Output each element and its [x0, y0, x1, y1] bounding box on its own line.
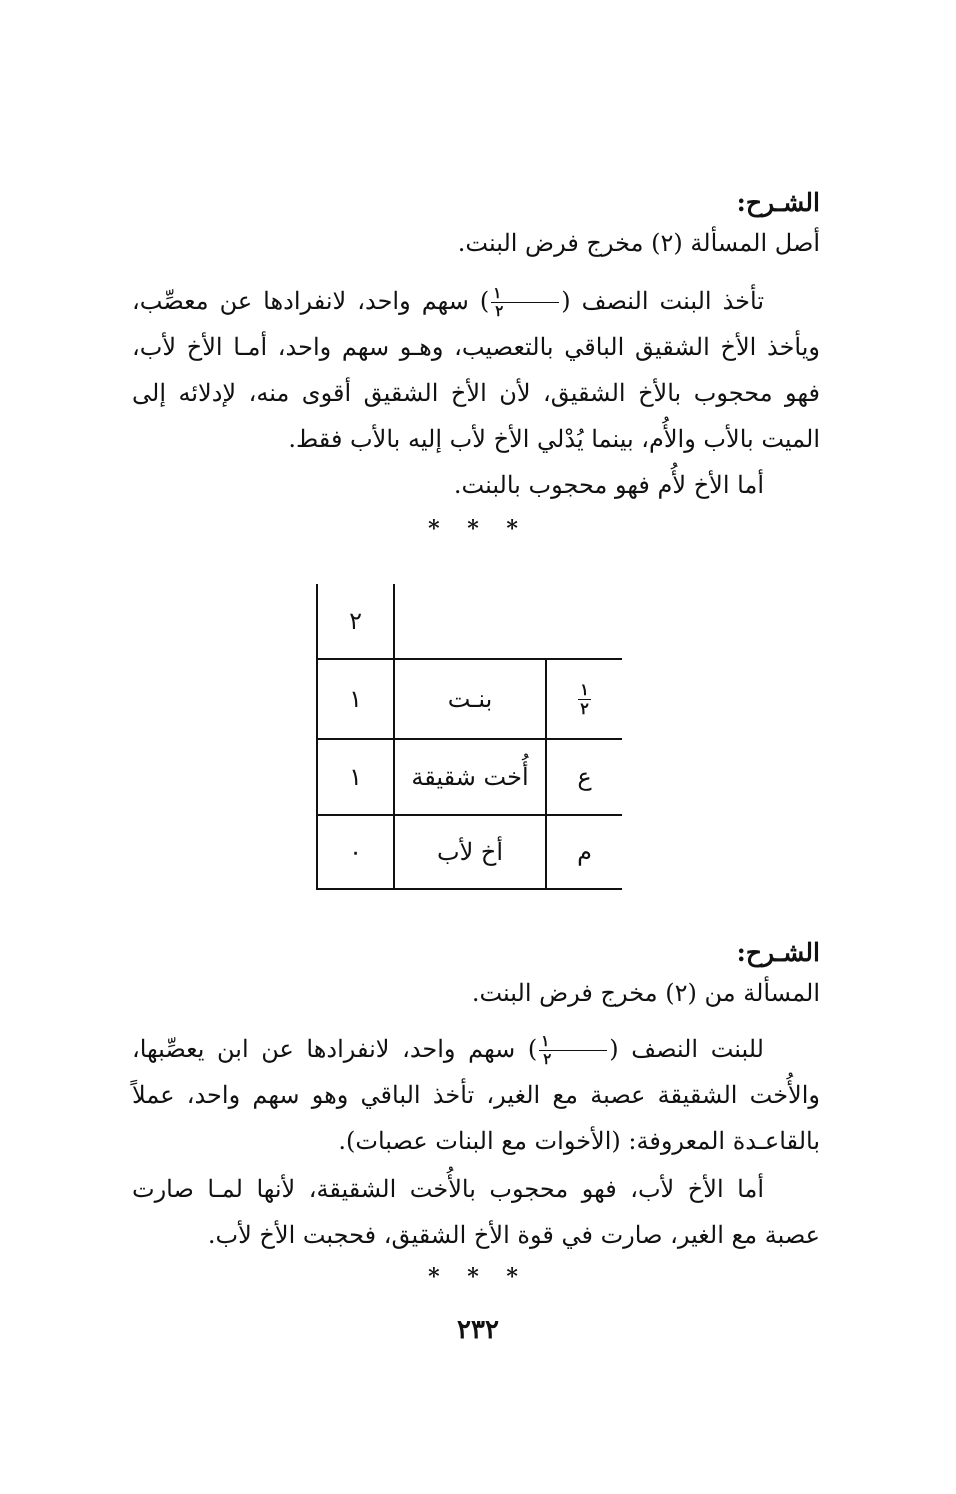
table-row3-heir: أخ لأب: [436, 838, 504, 866]
fraction-denominator: ٢: [495, 302, 504, 320]
table-fraction-denominator: ٢: [580, 698, 589, 718]
section1-para1-rest: ) سهم واحد، لانفرادها عن معصِّب، ويأخذ الأخ الشقيق الباقي بالتعصيب، وهـو سهم واحد، أمـا الأخ لأب، فهو محجوب بالأخ الشقيق، لأن الأخ الشقيق أقوى منه، لإدلائه إلى الميت بالأب والأُم، بينما يُدْلي الأخ لأب إليه بالأب فقط.: [132, 287, 820, 453]
table-fraction-half: [578, 679, 591, 718]
table-row2-share: ع: [577, 763, 592, 791]
table-row1-value: ١: [349, 685, 362, 713]
table-border-bottom: [316, 888, 622, 890]
section2-para1-rest: ) سهم واحد، لانفرادها عن ابن يعصِّبها، والأُخت الشقيقة عصبة مع الغير، تأخذ الباقي وهو سهم واحد، عملاً بالقاعـدة المعروفة: (الأخوات مع البنات عصبات).: [132, 1035, 820, 1155]
section2-line1: المسألة من (٢) مخرج فرض البنت.: [471, 979, 820, 1007]
section1-para1-start: تأخذ البنت النصف (: [561, 287, 765, 315]
section2-paragraph2: أما الأخ لأب، فهو محجوب بالأُخت الشقيقة، لأنها لمـا صارت عصبة مع الغير، صارت في قوة الأخ الشقيق، فحجبت الأخ لأب.: [132, 1175, 820, 1249]
table-row2-value: ١: [349, 763, 362, 791]
table-header-value: ٢: [349, 607, 362, 635]
table-row2-heir: أُخت شقيقة: [411, 763, 529, 791]
section1-line1: أصل المسألة (٢) مخرج فرض البنت.: [457, 229, 820, 257]
section2-separator-stars: * * *: [428, 1264, 528, 1290]
table-row3-share: م: [577, 838, 592, 866]
section2-heading: الشـرح:: [736, 938, 820, 967]
inheritance-table: [316, 584, 622, 890]
fraction-numerator-2: ١: [539, 1034, 607, 1051]
section1-heading: الشـرح:: [736, 188, 820, 217]
table-row3-value: ٠: [349, 838, 362, 866]
section2-paragraph1: [132, 1026, 820, 1164]
page-number: ٢٣٢: [457, 1315, 499, 1345]
fraction-half-2: [539, 1034, 607, 1067]
fraction-denominator-2: ٢: [543, 1050, 552, 1068]
table-row1-share: [547, 660, 622, 738]
table-fraction-numerator: ١: [580, 679, 589, 699]
section1-separator-stars: * * *: [428, 516, 528, 542]
section1-paragraph1: [132, 278, 820, 462]
table-row1-heir: بنـت: [447, 685, 493, 713]
fraction-numerator: ١: [491, 286, 559, 303]
section1-paragraph2: أما الأخ لأُم فهو محجوب بالبنت.: [453, 471, 764, 499]
section2-para1-start: للبنت النصف (: [609, 1035, 764, 1063]
fraction-half: [491, 286, 559, 319]
